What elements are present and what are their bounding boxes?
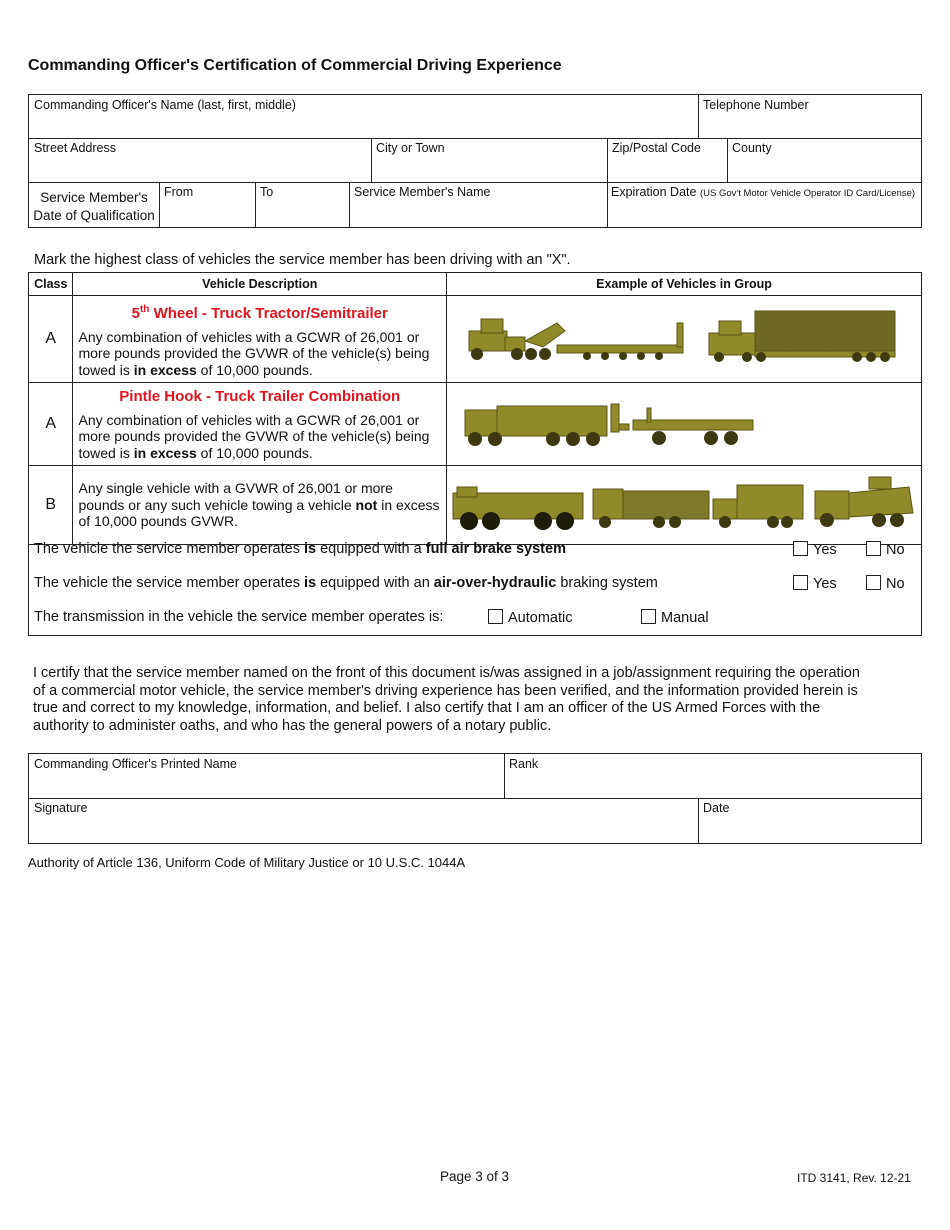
date-field[interactable]: [698, 798, 921, 843]
question-emphasis: air-over-hydraulic: [433, 575, 557, 591]
rank-label: Rank: [509, 757, 539, 771]
question-hydraulic: [34, 575, 658, 591]
co-name-label: Commanding Officer's Name (last, first, middle): [34, 98, 296, 112]
air-brake-no-checkbox[interactable]: [866, 541, 881, 556]
class-cell[interactable]: A: [29, 296, 73, 383]
table-row[interactable]: [29, 296, 922, 383]
qualification-label-line1: Service Member's: [40, 190, 148, 205]
desc-bold: in excess: [133, 444, 197, 461]
air-brake-no-option[interactable]: [866, 541, 905, 558]
description-cell: [73, 383, 447, 466]
question-emphasis: is: [304, 541, 317, 557]
automatic-option[interactable]: [488, 609, 572, 626]
printed-name-label: Commanding Officer's Printed Name: [34, 757, 237, 771]
question-emphasis: is: [304, 575, 317, 591]
street-address-field[interactable]: [29, 138, 371, 182]
county-label: County: [732, 141, 772, 155]
certification-statement: I certify that the service member named on the front of this document is/was assigned in a job/assignment requiring the operation of a commercial motor vehicle, the service member's driving experience has been verified, and the information provided herein is true and correct to my knowledge, information, and belief. I also certify that I am an officer of the US Armed Forces with the authority to administer oaths, and who has the general powers of a notary public.: [33, 665, 860, 734]
yes-label: Yes: [813, 542, 837, 558]
qualification-date-label: [29, 187, 159, 227]
form-title: Commanding Officer's Certification of Commercial Driving Experience: [28, 57, 562, 74]
zip-field[interactable]: [607, 138, 727, 182]
member-name-label: Service Member's Name: [354, 185, 491, 199]
from-label: From: [164, 185, 194, 199]
tractor-semitrailer-image: [447, 301, 921, 378]
desc-text: Any combination of vehicles with a GCWR of 26,001 or more pounds provided the GVWR of the vehicle(s) being towed is: [78, 328, 430, 378]
question-emphasis: full air brake system: [425, 541, 566, 557]
to-date-field[interactable]: [255, 182, 349, 227]
vehicle-examples-cell: [447, 383, 922, 466]
desc-text: of 10,000 pounds.: [196, 361, 313, 378]
automatic-label: Automatic: [508, 610, 573, 626]
authority-text: Authority of Article 136, Uniform Code of Military Justice or 10 U.S.C. 1044A: [28, 855, 466, 870]
automatic-checkbox[interactable]: [488, 609, 503, 624]
questions-block: [28, 532, 922, 636]
description-header: Vehicle Description: [73, 273, 447, 296]
manual-label: Manual: [661, 610, 709, 626]
city-field[interactable]: [371, 138, 607, 182]
desc-text: Any combination of vehicles with a GCWR of 26,001 or more pounds provided the GVWR of the vehicle(s) being towed is: [78, 411, 430, 461]
date-label: Date: [703, 801, 730, 815]
question-transmission: The transmission in the vehicle the service member operates is:: [34, 609, 444, 625]
co-name-field[interactable]: [29, 95, 698, 138]
row-heading: Pintle Hook - Truck Trailer Combination: [119, 388, 401, 405]
hydraulic-no-option[interactable]: [866, 575, 905, 592]
printed-name-field[interactable]: [29, 754, 504, 798]
vehicle-examples-cell: [447, 296, 922, 383]
air-brake-yes-checkbox[interactable]: [793, 541, 808, 556]
qualification-label-line2: Date of Qualification: [33, 208, 155, 223]
member-name-field[interactable]: [349, 182, 607, 227]
officer-info-block: [28, 94, 922, 228]
desc-text: Any single vehicle with a GVWR of 26,001 or more pounds or any such vehicle towing a vehicle: [78, 480, 393, 513]
description-cell: [73, 296, 447, 383]
question-text: The vehicle the service member operates: [34, 541, 304, 557]
signature-block: [28, 753, 922, 844]
manual-checkbox[interactable]: [641, 609, 656, 624]
zip-label: Zip/Postal Code: [612, 141, 701, 155]
signature-field[interactable]: [29, 798, 698, 843]
hydraulic-yes-checkbox[interactable]: [793, 575, 808, 590]
no-label: No: [886, 542, 905, 558]
question-text: equipped with an: [316, 575, 434, 591]
desc-text: in excess of 10,000 pounds GVWR.: [78, 496, 440, 530]
row-heading: [78, 302, 441, 323]
class-cell[interactable]: A: [29, 383, 73, 466]
telephone-field[interactable]: [698, 95, 921, 138]
class-header: Class: [29, 273, 73, 296]
table-row[interactable]: [29, 383, 922, 466]
page-number: Page 3 of 3: [440, 1169, 510, 1184]
desc-text: of 10,000 pounds.: [196, 444, 313, 461]
city-label: City or Town: [376, 141, 445, 155]
question-air-brake: [34, 541, 566, 557]
vehicle-class-table: [28, 272, 922, 545]
truck-trailer-image: [447, 386, 921, 463]
question-text: The vehicle the service member operates: [34, 575, 304, 591]
from-date-field[interactable]: [159, 182, 255, 227]
rank-field[interactable]: [504, 754, 921, 798]
county-field[interactable]: [727, 138, 921, 182]
heading-number: 5: [131, 305, 140, 322]
air-brake-yes-option[interactable]: [793, 541, 837, 558]
class-cell[interactable]: B: [29, 466, 73, 545]
manual-option[interactable]: [641, 609, 709, 626]
instruction-text: Mark the highest class of vehicles the service member has been driving with an "X".: [34, 252, 571, 268]
signature-label: Signature: [34, 801, 88, 815]
desc-bold: in excess: [133, 361, 197, 378]
hydraulic-yes-option[interactable]: [793, 575, 837, 592]
expiration-label: Expiration Date: [611, 185, 697, 199]
to-label: To: [260, 185, 274, 199]
heading-superscript: th: [139, 304, 150, 315]
table-header-row: [29, 273, 922, 296]
no-label: No: [886, 576, 905, 592]
expiration-date-field[interactable]: [607, 182, 921, 227]
street-label: Street Address: [34, 141, 116, 155]
expiration-note: (US Gov't Motor Vehicle Operator ID Card/License): [699, 188, 916, 199]
form-number: ITD 3141, Rev. 12-21: [797, 1171, 911, 1185]
telephone-label: Telephone Number: [703, 98, 809, 112]
desc-bold: not: [355, 496, 378, 513]
heading-text: Wheel - Truck Tractor/Semitrailer: [149, 305, 388, 322]
question-text: equipped with a: [316, 541, 426, 557]
yes-label: Yes: [813, 576, 837, 592]
hydraulic-no-checkbox[interactable]: [866, 575, 881, 590]
question-text: braking system: [556, 575, 658, 591]
examples-header: Example of Vehicles in Group: [447, 273, 922, 296]
